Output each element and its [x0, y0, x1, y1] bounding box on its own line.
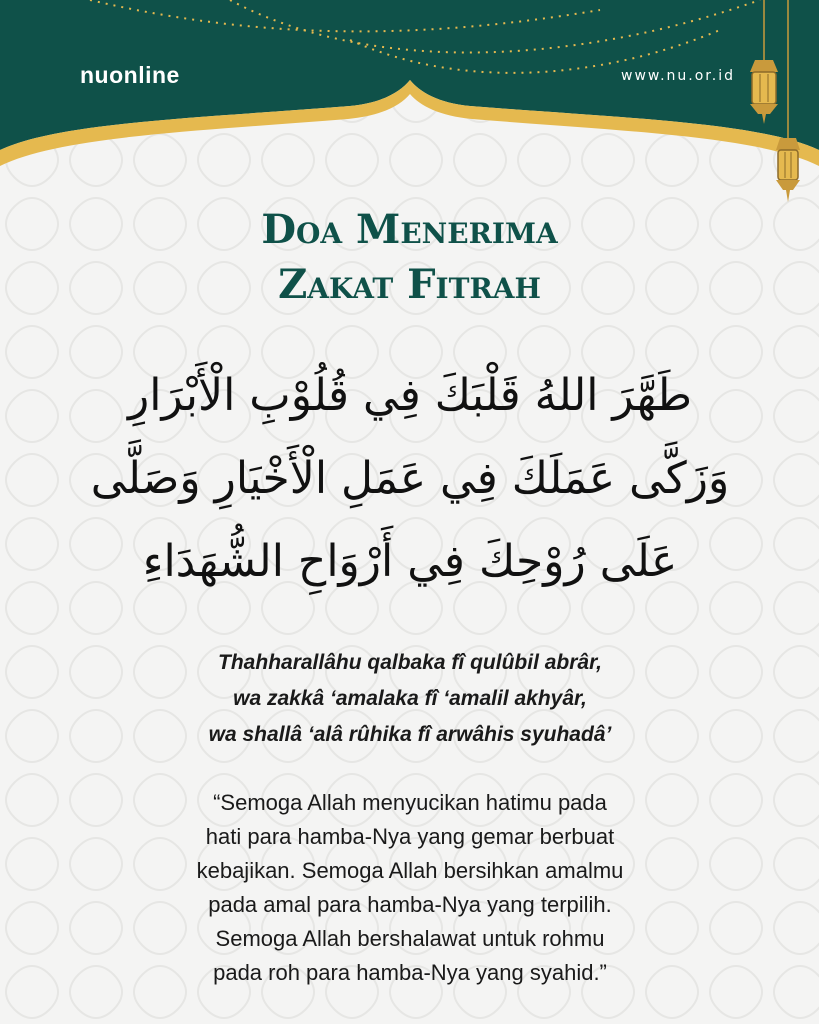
nuonline-logo: nuonline: [80, 62, 180, 88]
arabic-prayer-line-1: طَهَّرَ اللهُ قَلْبَكَ فِي قُلُوْبِ الْأَبْرَارِ: [127, 370, 693, 421]
translation-line-5: Semoga Allah bershalawat untuk rohmu: [215, 926, 605, 951]
arabic-prayer-line-2: وَزَكَّى عَمَلَكَ فِي عَمَلِ الْأَخْيَارِ وَصَلَّى: [90, 453, 730, 504]
translation-line-4: pada amal para hamba-Nya yang terpilih.: [208, 892, 612, 917]
page-title-line-2: Zakat Fitrah: [278, 261, 541, 308]
translation-line-3: kebajikan. Semoga Allah bersihkan amalmu: [196, 858, 624, 883]
header-arch: [0, 0, 819, 220]
transliteration-line-2: wa zakkâ ‘amalaka fî ‘amalil akhyâr,: [233, 687, 587, 710]
translation-line-6: pada roh para hamba-Nya yang syahid.”: [213, 960, 607, 985]
translation-line-2: hati para hamba-Nya yang gemar berbuat: [205, 824, 615, 849]
site-url: www.nu.or.id: [621, 68, 735, 84]
page-title-line-1: Doa Menerima: [261, 206, 558, 253]
transliteration-line-1: Thahharallâhu qalbaka fî qulûbil abrâr,: [218, 651, 602, 674]
translation-line-1: “Semoga Allah menyucikan hatimu pada: [213, 790, 607, 815]
transliteration-line-3: wa shallâ ‘alâ rûhika fî arwâhis syuhadâ’: [208, 723, 612, 746]
arabic-prayer-line-3: عَلَى رُوْحِكَ فِي أَرْوَاحِ الشُّهَدَاءِ: [142, 536, 678, 587]
